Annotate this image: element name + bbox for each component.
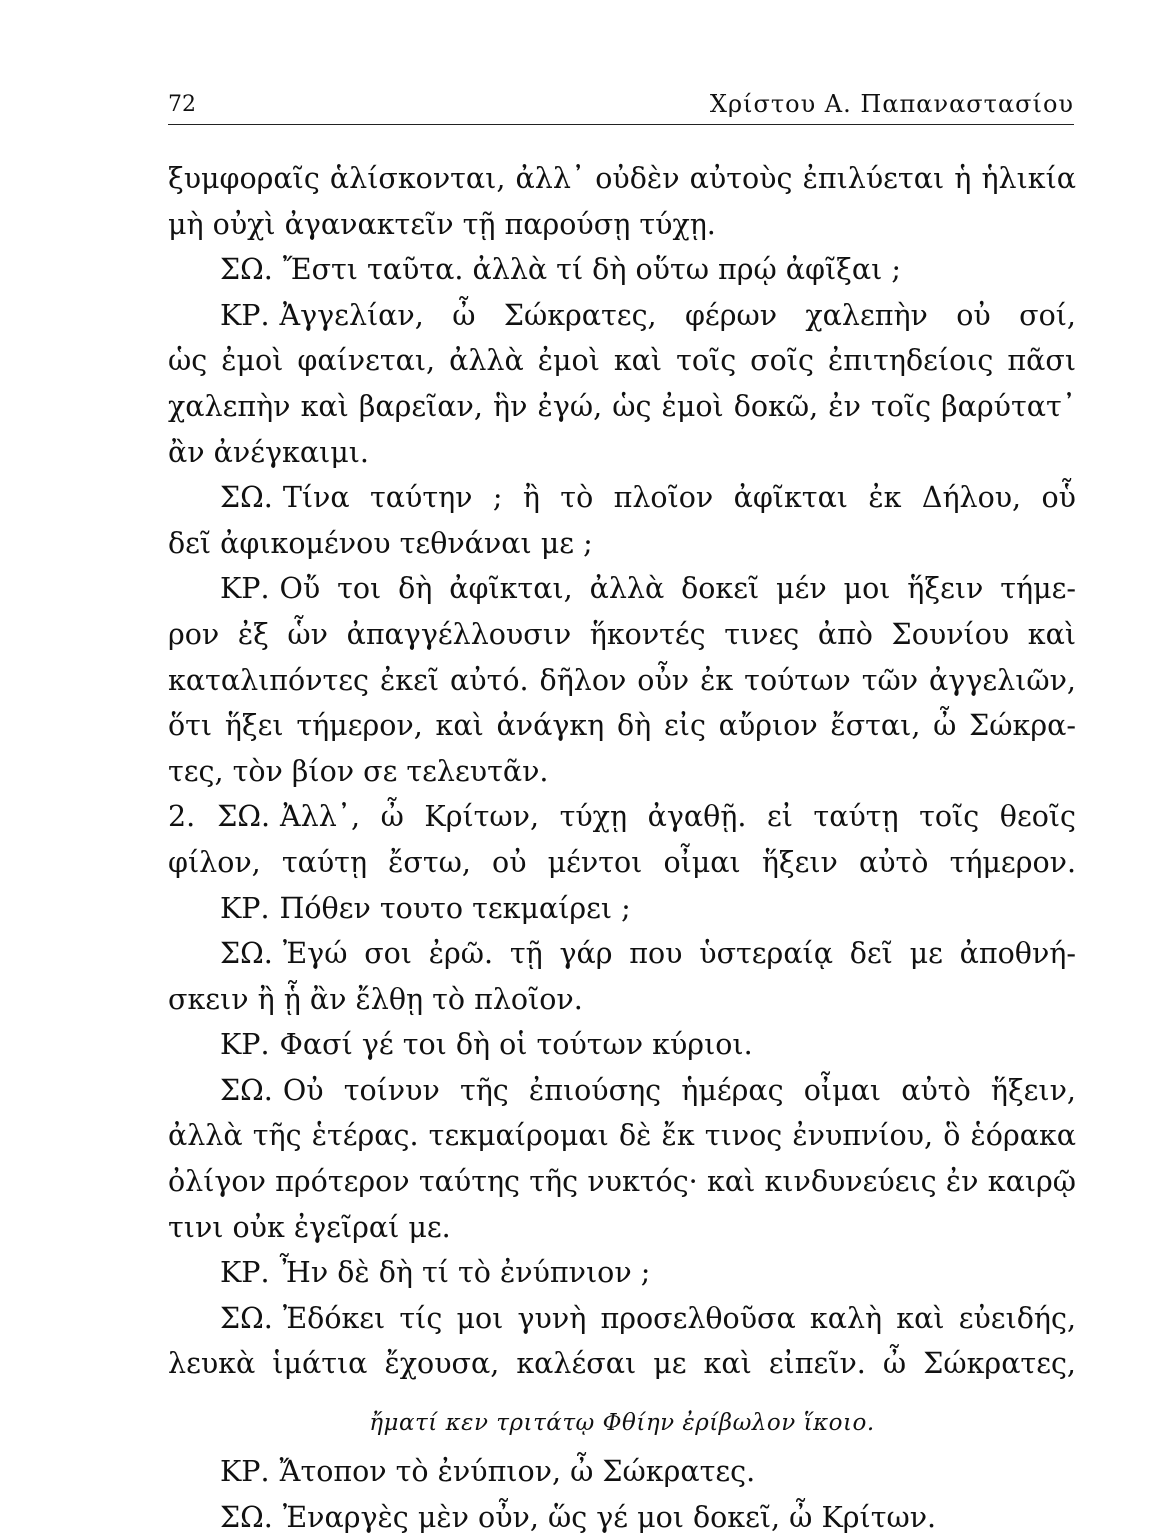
- dialogue-line: [168, 1449, 1076, 1495]
- dialogue-line: [168, 475, 1076, 521]
- speech-text: Ἐγώ σοι ἐρῶ. τῇ γάρ που ὑστεραίᾳ δεῖ με ἀποθνή-: [282, 937, 1076, 971]
- speech-text: Ἐναργὲς μὲν οὖν, ὥς γέ μοι δοκεῖ, ὦ Κρίτων.: [282, 1500, 937, 1534]
- text-line: μὴ οὐχὶ ἀγανακτεῖν τῇ παρούσῃ τύχῃ.: [168, 207, 716, 241]
- text-line: τες, τὸν βίον σε τελευτᾶν.: [168, 754, 549, 788]
- dialogue-line: [168, 247, 1076, 293]
- speech-text: Πόθεν τουτο τεκμαίρει ;: [279, 891, 631, 925]
- running-title: Χρίστου Α. Παπαναστασίου: [709, 90, 1074, 118]
- text-line: δεῖ ἀφικομένου τεθνάναι με ;: [168, 526, 593, 560]
- speaker-label: ΣΩ.: [220, 1500, 273, 1534]
- speaker-label: ΣΩ.: [220, 253, 273, 287]
- dialogue-line: [168, 293, 1076, 339]
- body-text: [168, 156, 1076, 1540]
- dialogue-line: [168, 566, 1076, 612]
- page-number: 72: [168, 92, 196, 117]
- dialogue-line: [168, 1022, 1076, 1068]
- speech-text: Οὐ τοίνυν τῆς ἐπιούσης ἡμέρας οἶμαι αὐτὸ ἥξειν,: [282, 1073, 1076, 1107]
- text-line: λευκὰ ἱμάτια ἔχουσα, καλέσαι με καὶ εἰπεῖν. ὦ Σώκρατες,: [168, 1347, 1076, 1381]
- text-line: τινι οὐκ ἐγεῖραί με.: [168, 1210, 451, 1244]
- section-number: 2.: [168, 800, 196, 834]
- speech-text: Ἄτοπον τὸ ἐνύπιον, ὦ Σώκρατες.: [279, 1455, 756, 1489]
- speaker-label: ΣΩ.: [220, 1301, 273, 1335]
- text-line: καταλιπόντες ἐκεῖ αὐτό. δῆλον οὖν ἐκ τούτων τῶν ἀγγελιῶν,: [168, 663, 1076, 697]
- text-line: σκειν ἢ ᾗ ἂν ἔλθῃ τὸ πλοῖον.: [168, 982, 583, 1016]
- speaker-label: ΚΡ.: [220, 572, 270, 606]
- text-line: ὀλίγον πρότερον ταύτης τῆς νυκτός· καὶ κινδυνεύεις ἐν καιρῷ: [168, 1165, 1076, 1199]
- dialogue-line: [168, 931, 1076, 977]
- speaker-label: ΣΩ.: [220, 481, 273, 515]
- speech-text: Οὔ τοι δὴ ἀφῖκται, ἀλλὰ δοκεῖ μέν μοι ἥξειν τήμε-: [279, 572, 1076, 606]
- speech-text: Ἔστι ταῦτα. ἀλλὰ τί δὴ οὕτω πρῴ ἀφῖξαι ;: [282, 253, 901, 287]
- running-header: [168, 90, 1074, 125]
- speaker-label: ΣΩ.: [220, 937, 273, 971]
- text-line: ὅτι ἥξει τήμερον, καὶ ἀνάγκη δὴ εἰς αὔριον ἔσται, ὦ Σώκρα-: [168, 709, 1076, 743]
- speech-text: Τίνα ταύτην ; ἢ τὸ πλοῖον ἀφῖκται ἐκ Δήλου, οὗ: [282, 481, 1076, 515]
- speaker-label: ΚΡ.: [220, 1455, 270, 1489]
- speaker-label: ΣΩ.: [217, 800, 271, 834]
- dialogue-line: [168, 1296, 1076, 1342]
- text-line: ἀλλὰ τῆς ἑτέρας. τεκμαίρομαι δὲ ἔκ τινος ἐνυπνίου, ὃ ἑόρακα: [168, 1119, 1076, 1153]
- text-line: ρον ἐξ ὧν ἀπαγγέλλουσιν ἥκοντές τινες ἀπὸ Σουνίου καὶ: [168, 617, 1076, 651]
- text-line: χαλεπὴν καὶ βαρεῖαν, ἣν ἐγώ, ὡς ἐμοὶ δοκῶ, ἐν τοῖς βαρύτατ᾽: [168, 389, 1076, 423]
- text-line: ξυμφοραῖς ἁλίσκονται, ἀλλ᾽ οὐδὲν αὐτοὺς ἐπιλύεται ἡ ἡλικία: [168, 162, 1076, 195]
- speaker-label: ΚΡ.: [220, 298, 270, 332]
- text-line: φίλον, ταύτῃ ἔστω, οὐ μέντοι οἶμαι ἥξειν αὐτὸ τήμερον.: [168, 845, 1076, 879]
- verse-quotation: ἤματί κεν τριτάτῳ Φθίην ἐρίβωλον ἵκοιο.: [369, 1410, 875, 1437]
- text-line: ὡς ἐμοὶ φαίνεται, ἀλλὰ ἐμοὶ καὶ τοῖς σοῖς ἐπιτηδείοις πᾶσι: [168, 344, 1076, 378]
- dialogue-line: [168, 886, 1076, 932]
- dialogue-line-numbered: [168, 794, 1076, 840]
- speaker-label: ΚΡ.: [220, 1028, 270, 1062]
- dialogue-line: [168, 1495, 1076, 1540]
- dialogue-line: [168, 1068, 1076, 1114]
- speech-text: Ἀλλ᾽, ὦ Κρίτων, τύχῃ ἀγαθῇ. εἰ ταύτῃ τοῖς θεοῖς: [280, 800, 1076, 834]
- speech-text: Ἦν δὲ δὴ τί τὸ ἐνύπνιον ;: [279, 1256, 651, 1290]
- speech-text: Ἀγγελίαν, ὦ Σώκρατες, φέρων χαλεπὴν οὐ σοί,: [279, 298, 1076, 332]
- speech-text: Φασί γέ τοι δὴ οἱ τούτων κύριοι.: [279, 1028, 753, 1062]
- text-line: ἂν ἀνέγκαιμι.: [168, 435, 369, 469]
- speech-text: Ἐδόκει τίς μοι γυνὴ προσελθοῦσα καλὴ καὶ εὐειδής,: [282, 1301, 1076, 1335]
- speaker-label: ΚΡ.: [220, 1256, 270, 1290]
- speaker-label: ΣΩ.: [220, 1073, 273, 1107]
- speaker-label: ΚΡ.: [220, 891, 270, 925]
- dialogue-line: [168, 1250, 1076, 1296]
